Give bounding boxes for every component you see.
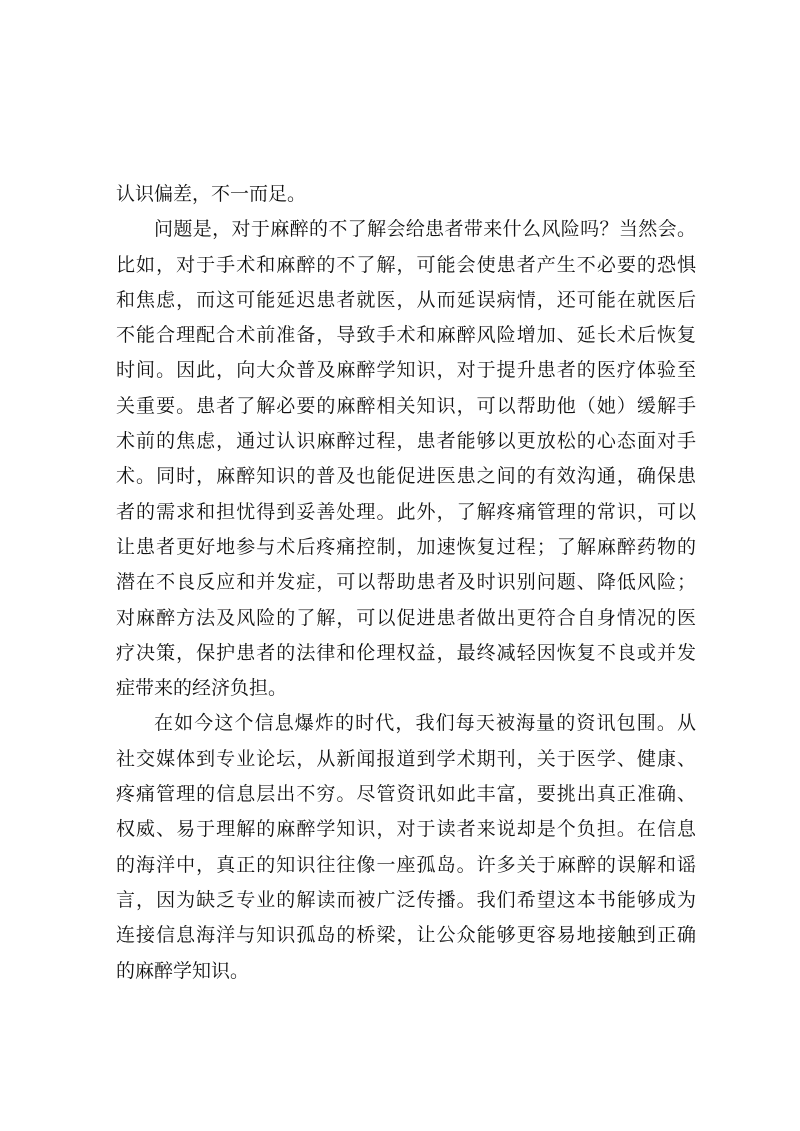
text-line: 潜在不良反应和并发症，可以帮助患者及时识别问题、降低风险；: [116, 571, 696, 594]
text-line: 的海洋中，真正的知识往往像一座孤岛。许多关于麻醉的误解和谣: [116, 853, 696, 876]
text-line: 让患者更好地参与术后疼痛控制，加速恢复过程；了解麻醉药物的: [116, 535, 696, 558]
text-line: 术前的焦虑，通过认识麻醉过程，患者能够以更放松的心态面对手: [116, 430, 696, 453]
text-line: 时间。因此，向大众普及麻醉学知识，对于提升患者的医疗体验至: [116, 359, 696, 382]
text-line: 者的需求和担忧得到妥善处理。此外，了解疼痛管理的常识，可以: [116, 500, 696, 523]
text-line: 关重要。患者了解必要的麻醉相关知识，可以帮助他（她）缓解手: [116, 394, 696, 417]
text-line: 连接信息海洋与知识孤岛的桥梁，让公众能够更容易地接触到正确: [116, 924, 696, 947]
text-line: 疗决策，保护患者的法律和伦理权益，最终减轻因恢复不良或并发: [116, 641, 696, 664]
paragraph-1: [116, 177, 696, 212]
text-line: 比如，对于手术和麻醉的不了解，可能会使患者产生不必要的恐惧: [116, 253, 696, 276]
text-line: 的麻醉学知识。: [116, 959, 250, 982]
text-line: 社交媒体到专业论坛，从新闻报道到学术期刊，关于医学、健康、: [116, 747, 696, 770]
text-line: 对麻醉方法及风险的了解，可以促进患者做出更符合自身情况的医: [116, 606, 696, 629]
text-line: 权威、易于理解的麻醉学知识，对于读者来说却是个负担。在信息: [116, 818, 696, 841]
text-line: 在如今这个信息爆炸的时代，我们每天被海量的资讯包围。从: [154, 712, 696, 735]
text-line: 和焦虑，而这可能延迟患者就医，从而延误病情，还可能在就医后: [116, 288, 696, 311]
paragraph-3: [116, 706, 696, 988]
text-line: 疼痛管理的信息层出不穷。尽管资讯如此丰富，要挑出真正准确、: [116, 783, 696, 806]
text-line: 问题是，对于麻醉的不了解会给患者带来什么风险吗？当然会。: [154, 218, 696, 241]
body-text: [116, 177, 696, 989]
text-line: 认识偏差，不一而足。: [116, 183, 307, 205]
paragraph-2: [116, 212, 696, 706]
text-line: 症带来的经济负担。: [116, 677, 288, 700]
text-line: 术。同时，麻醉知识的普及也能促进医患之间的有效沟通，确保患: [116, 465, 696, 488]
text-line: 不能合理配合术前准备，导致手术和麻醉风险增加、延长术后恢复: [116, 324, 696, 347]
text-line: 言，因为缺乏专业的解读而被广泛传播。我们希望这本书能够成为: [116, 888, 696, 911]
